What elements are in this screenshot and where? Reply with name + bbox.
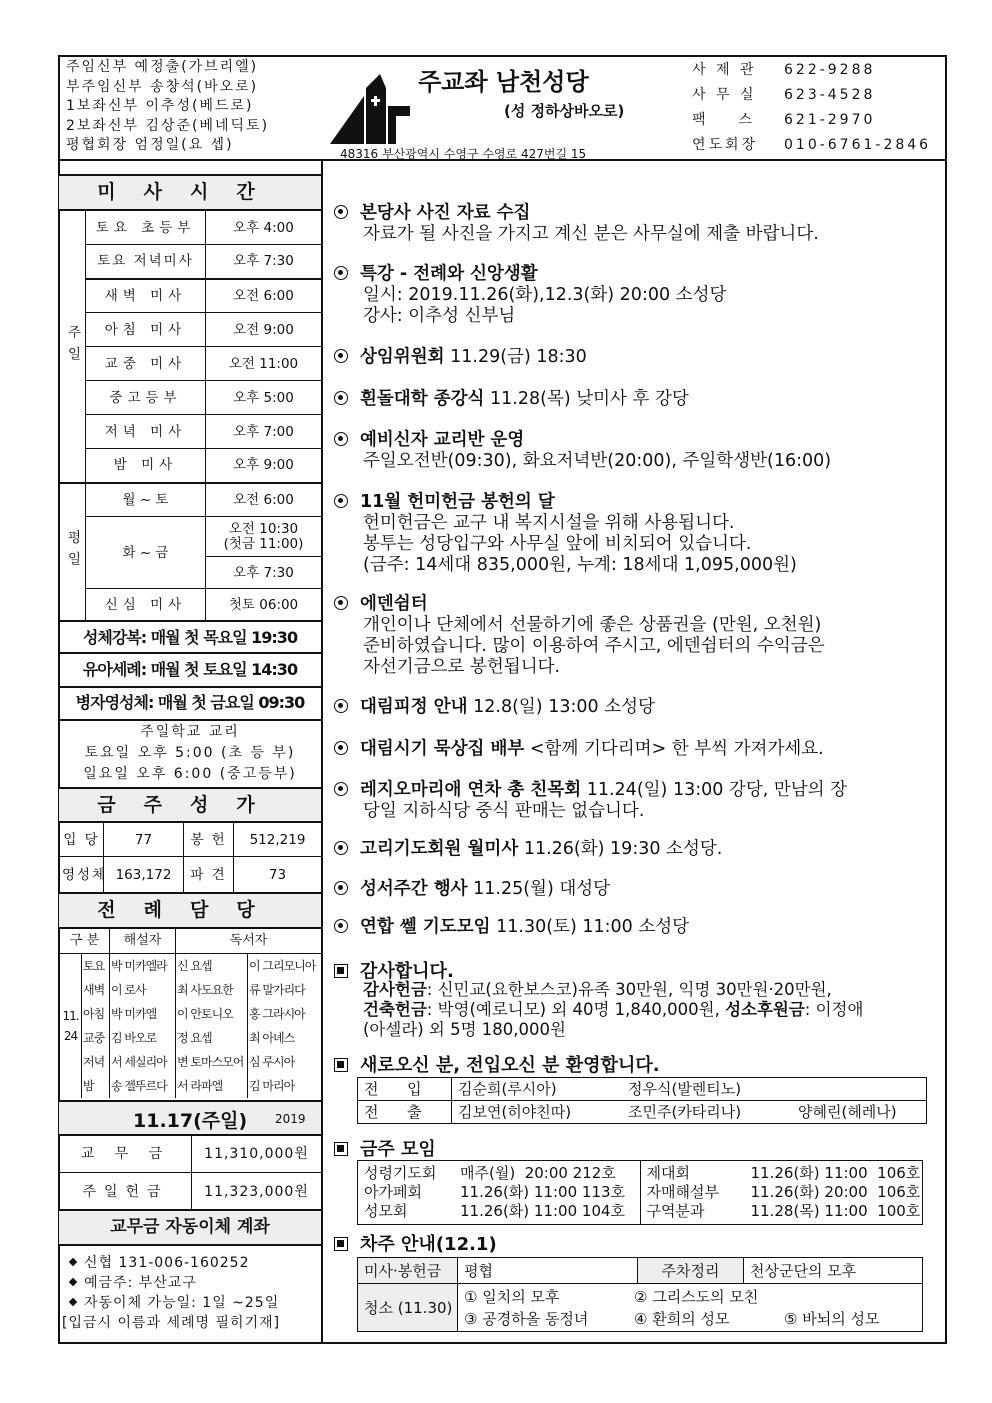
mass-time: 오후 9:00 — [206, 449, 322, 483]
liturgy-heading: 전례담당 — [59, 892, 321, 929]
notice-detail: 11.25(월) 대성당 — [473, 879, 611, 899]
notice-item — [334, 492, 934, 576]
hymn-label: 영성체 — [60, 857, 104, 894]
radio-bullet-icon — [334, 494, 348, 508]
meeting-name: 성령기도회 — [364, 1164, 437, 1182]
notice-item — [334, 917, 934, 938]
sunday-school-line: 일요일 오후 6:00 (중고등부) — [83, 766, 297, 782]
notice-header — [334, 739, 934, 760]
notice-detail: 12.8(일) 13:00 소성당 — [473, 697, 655, 717]
radio-bullet-icon — [334, 349, 348, 363]
notice-title: 예비신자 교리반 운영 — [360, 430, 525, 450]
notice-item — [334, 389, 934, 410]
phone-label: 연도회장 — [692, 137, 759, 153]
staff-member: 1보좌신부 이추성(베드로) — [66, 98, 254, 114]
radio-bullet-icon — [334, 391, 348, 405]
hymn-label: 입 당 — [60, 823, 104, 857]
notice-detail: 11.28(목) 낮미사 후 강당 — [490, 389, 689, 409]
radio-bullet-icon — [334, 841, 348, 855]
mass-time: 오전 11:00 — [206, 347, 322, 381]
radio-bullet-icon — [334, 881, 348, 895]
liturgy-header-row — [60, 929, 322, 954]
phone-list — [692, 58, 931, 158]
notice-header — [334, 389, 934, 410]
thanks-text: (아셀라) 외 5명 180,000원 — [363, 1020, 566, 1039]
notice-header — [334, 203, 934, 224]
phone-row — [692, 133, 931, 158]
mass-time-note: (첫금 11:00) — [223, 535, 304, 552]
cleaning-group: ⑤ 바뇌의 성모 — [784, 1309, 880, 1328]
square-bullet-icon — [334, 964, 348, 978]
liturgy-row — [60, 978, 322, 1002]
phone-row — [692, 58, 931, 83]
thanks-label: 감사헌금 — [363, 980, 427, 999]
offering-label: 미사·봉헌금 — [358, 1258, 458, 1284]
welcome-names — [452, 1101, 927, 1124]
mass-name: 신심 미사 — [86, 589, 206, 621]
mass-time: 오후 7:00 — [206, 415, 322, 449]
radio-bullet-icon — [334, 782, 348, 796]
mass-time — [206, 517, 322, 557]
welcome-row — [358, 1078, 927, 1101]
mass-name: 토요 초등부 — [86, 211, 206, 245]
reader: 서 라파엘 — [176, 1074, 248, 1098]
mass-row — [60, 415, 322, 449]
radio-bullet-icon — [334, 266, 348, 280]
cleaning-label: 청소 (11.30) — [358, 1284, 458, 1332]
liturgy-row — [60, 1074, 322, 1098]
mass-times-table — [59, 210, 322, 621]
commentator: 김 바오로 — [110, 1026, 176, 1050]
reader: 김 마리아 — [248, 1074, 322, 1098]
member-name: 김보연(히야친따) — [458, 1103, 572, 1121]
meeting-time: 11.26(화) 11:00 104호 — [460, 1202, 626, 1220]
mass-time: 오전 6:00 — [206, 483, 322, 517]
welcome-table — [357, 1077, 927, 1124]
account-note: [입금시 이름과 세례명 필히기재] — [62, 1315, 281, 1331]
category-header: 구 분 — [60, 929, 110, 954]
meeting-item — [364, 1164, 634, 1183]
diamond-bullet-icon — [69, 1298, 77, 1306]
notice-detail: 11.26(화) 19:30 소성당. — [523, 839, 723, 859]
notice-header — [334, 264, 934, 285]
meetings-table — [357, 1160, 923, 1225]
notice-item — [334, 594, 934, 678]
hymn-number: 163,172 — [104, 857, 184, 894]
notice-title: 레지오마리애 연차 총 친목회 — [360, 780, 582, 800]
liturgy-row — [60, 1050, 322, 1074]
notice-detail: 11.30(토) 11:00 소성당 — [496, 917, 690, 937]
mass-name: 새벽 미사 — [86, 279, 206, 313]
commentator: 이 로사 — [110, 978, 176, 1002]
meeting-name: 제대회 — [646, 1164, 690, 1182]
meetings-title: 금주 모임 — [360, 1139, 436, 1160]
reader: 홍 그라시아 — [248, 1002, 322, 1026]
mass-row — [60, 313, 322, 347]
meeting-item — [364, 1183, 634, 1202]
reader: 최 사도요한 — [176, 978, 248, 1002]
mass-time: 오전 9:00 — [206, 313, 322, 347]
welcome-title: 새로오신 분, 전입오신 분 환영합니다. — [360, 1055, 660, 1076]
notice-detail: 11.29(금) 18:30 — [450, 347, 587, 367]
next-week-title: 차주 안내(12.1) — [360, 1234, 497, 1255]
member-name: 양혜린(헤레나) — [798, 1103, 897, 1121]
square-bullet-icon — [334, 1142, 348, 1156]
notice-header — [334, 347, 934, 368]
mass-name: 화 ~ 금 — [86, 517, 206, 589]
notice-title: 대림시기 묵상집 배부 — [360, 739, 525, 759]
thanks-title: 감사합니다. — [360, 961, 454, 982]
finance-amount: 11,323,000원 — [192, 1173, 322, 1211]
liturgy-date: 11.24 — [60, 954, 82, 1098]
weekday-label: 평일 — [60, 483, 86, 621]
hymn-number: 73 — [234, 857, 322, 894]
meeting-time: 11.26(화) 11:00 113호 — [460, 1183, 626, 1201]
sunday-school-info — [59, 720, 321, 788]
service-name: 새벽 — [82, 978, 110, 1002]
mass-row — [60, 517, 322, 557]
phone-number: 622-9288 — [784, 62, 876, 78]
commentator-header: 해설자 — [110, 929, 176, 954]
cleaning-group: ② 그리스도의 모친 — [634, 1287, 759, 1306]
hymn-label: 봉 헌 — [184, 823, 234, 857]
welcome-label: 전 입 — [358, 1078, 452, 1101]
meeting-item — [646, 1183, 921, 1202]
notice-title: 연합 쎌 기도모임 — [360, 917, 491, 937]
square-bullet-icon — [334, 1237, 348, 1251]
phone-label: 사 무 실 — [692, 87, 757, 103]
service-name: 토요 — [82, 954, 110, 978]
commentator: 박 미카엘라 — [110, 954, 176, 978]
sunday-label: 주일 — [60, 211, 86, 483]
notice-title: 특강 - 전례와 신앙생활 — [360, 264, 538, 284]
commentator: 송 젤뚜르다 — [110, 1074, 176, 1098]
finance-heading — [59, 1100, 321, 1136]
meetings-right — [640, 1161, 923, 1225]
meeting-name: 아가페회 — [364, 1183, 422, 1201]
notice-item — [334, 739, 934, 760]
notice-item — [334, 697, 934, 718]
radio-bullet-icon — [334, 919, 348, 933]
meeting-item — [646, 1164, 921, 1183]
phone-row — [692, 83, 931, 108]
reader: 정 요셉 — [176, 1026, 248, 1050]
liturgy-row — [60, 1026, 322, 1050]
radio-bullet-icon — [334, 205, 348, 219]
welcome-names — [452, 1078, 927, 1101]
church-address: 48316 부산광역시 수영구 수영로 427번길 15 — [340, 147, 587, 161]
parking-value: 천상군단의 모후 — [744, 1258, 923, 1284]
liturgy-row — [60, 1002, 322, 1026]
notice-header — [334, 839, 934, 860]
church-title: 주교좌 남천성당 — [418, 68, 589, 96]
notice-title: 성서주간 행사 — [360, 879, 468, 899]
mass-row — [60, 211, 322, 245]
meeting-name: 자매해설부 — [646, 1183, 719, 1201]
thanks-text: : 박영(예로니모) 외 40명 1,840,000원, — [426, 1000, 726, 1019]
staff-member: 2보좌신부 김상준(베네딕토) — [66, 117, 270, 134]
notice-line: 준비하였습니다. 많이 이용하여 주시고, 에덴쉼터의 수익금은 — [363, 636, 825, 656]
mass-time: 오후 4:00 — [206, 211, 322, 245]
finance-year: 2019 — [275, 1112, 306, 1126]
thanks-label: 건축헌금 — [363, 1000, 427, 1019]
mass-row — [60, 589, 322, 621]
liturgy-row — [60, 954, 322, 978]
mass-times-heading: 미사시간 — [59, 174, 321, 211]
mass-name: 중고등부 — [86, 381, 206, 415]
notice-line: 주일오전반(09:30), 화요저녁반(20:00), 주일학생반(16:00) — [363, 451, 832, 471]
notice-header — [334, 879, 934, 900]
account-text: 신협 131-006-160252 — [84, 1255, 250, 1271]
hymn-table — [59, 822, 322, 894]
sunday-school-line: 토요일 오후 5:00 (초 등 부) — [84, 745, 296, 761]
reader-header: 독서자 — [176, 929, 322, 954]
staff-member: 평협회장 엄정일(요 셉) — [66, 137, 234, 153]
notice-item — [334, 839, 934, 860]
radio-bullet-icon — [334, 699, 348, 713]
reader: 류 말가리다 — [248, 978, 322, 1002]
reader: 변 토마스모어 — [176, 1050, 248, 1074]
service-name: 저녁 — [82, 1050, 110, 1074]
notice-title: 고리기도회원 월미사 — [360, 839, 519, 859]
account-line — [66, 1273, 280, 1293]
cleaning-group: ③ 공경하올 동정녀 — [464, 1309, 589, 1328]
radio-bullet-icon — [334, 432, 348, 446]
welcome-row — [358, 1101, 927, 1124]
welcome-heading — [334, 1051, 660, 1077]
mass-row — [60, 279, 322, 313]
mass-name: 밤 미사 — [86, 449, 206, 483]
radio-bullet-icon — [334, 596, 348, 610]
notice-title: 에덴쉼터 — [360, 594, 428, 614]
notice-title: 상임위원회 — [360, 347, 445, 367]
cleaning-group: ① 일치의 모후 — [464, 1287, 560, 1306]
mass-name: 토요 저녁미사 — [86, 245, 206, 279]
thanks-text: : 이정애 — [804, 1000, 864, 1019]
finance-label: 주일헌금 — [60, 1173, 192, 1211]
hymn-row — [60, 823, 322, 857]
notice-item — [334, 879, 934, 900]
notice-item — [334, 347, 934, 368]
member-name: 조민주(카타리나) — [628, 1103, 742, 1121]
notice-header — [334, 917, 934, 938]
mass-time-main: 오전 10:30 — [228, 520, 299, 537]
account-line — [66, 1253, 280, 1273]
square-bullet-icon — [334, 1058, 348, 1072]
mass-time: 오후 5:00 — [206, 381, 322, 415]
church-logo — [330, 66, 412, 146]
meeting-name: 성모회 — [364, 1202, 408, 1220]
welcome-label: 전 출 — [358, 1101, 452, 1124]
phone-number: 010-6761-2846 — [784, 137, 932, 153]
service-name: 아침 — [82, 1002, 110, 1026]
finance-table — [59, 1135, 322, 1211]
notice-item — [334, 780, 934, 822]
notice-header — [334, 492, 934, 513]
mass-time: 첫토 06:00 — [206, 589, 322, 621]
auto-transfer-heading: 교무금 자동이체 계좌 — [59, 1209, 321, 1246]
commentator: 박 미카엘 — [110, 1002, 176, 1026]
hymn-number: 77 — [104, 823, 184, 857]
notice-item — [334, 203, 934, 245]
diamond-bullet-icon — [69, 1258, 77, 1266]
reader: 최 아녜스 — [248, 1026, 322, 1050]
account-text: 자동이체 가능일: 1일 ~25일 — [84, 1295, 280, 1311]
finance-label: 교 무 금 — [60, 1136, 192, 1173]
notice-header — [334, 594, 934, 615]
auto-transfer-info — [62, 1253, 281, 1333]
notice-detail: 11.24(일) 13:00 강당, 만남의 장 — [586, 780, 848, 800]
meeting-time: 매주(월) 20:00 212호 — [460, 1164, 616, 1182]
church-subtitle: (성 정하상바오로) — [504, 102, 625, 120]
notice-header — [334, 430, 934, 451]
notice-item — [334, 430, 934, 472]
cleaning-group: ④ 환희의 성모 — [634, 1309, 730, 1328]
notice-title: 대림피정 안내 — [360, 697, 468, 717]
staff-list — [66, 58, 269, 156]
sacrament-schedule: 유아세례: 매월 첫 토요일 14:30 — [59, 654, 321, 688]
offering-value: 평협 — [458, 1258, 638, 1284]
notice-line: 개인이나 단체에서 선물하기에 좋은 상품권을 (만원, 오천원) — [363, 615, 822, 635]
meetings-heading — [334, 1135, 436, 1161]
sunday-school-line: 주일학교 교리 — [140, 724, 240, 740]
mass-time: 오후 7:30 — [206, 245, 322, 279]
thanks-text: : 신민교(요한보스코)유족 30만원, 익명 30만원·20만원, — [426, 980, 832, 999]
phone-number: 621-2970 — [784, 112, 876, 128]
notice-line: 일시: 2019.11.26(화),12.3(화) 20:00 소성당 — [363, 285, 727, 305]
reader: 이 안토니오 — [176, 1002, 248, 1026]
next-week-heading — [334, 1230, 497, 1256]
next-week-table — [357, 1257, 923, 1332]
commentator: 서 세실리아 — [110, 1050, 176, 1074]
notice-line: 자선기금으로 봉헌됩니다. — [363, 657, 561, 677]
diamond-bullet-icon — [69, 1278, 77, 1286]
mass-name: 저녁 미사 — [86, 415, 206, 449]
meetings-left — [358, 1161, 641, 1225]
hymn-label: 파 견 — [184, 857, 234, 894]
mass-row — [60, 245, 322, 279]
thanks-label: 성소후원금 — [725, 1000, 805, 1019]
sacrament-schedule: 성체강복: 매월 첫 목요일 19:30 — [59, 620, 321, 654]
notice-line: 강사: 이추성 신부님 — [363, 306, 516, 326]
finance-date: 11.17(주일) — [133, 1110, 248, 1132]
mass-row — [60, 483, 322, 517]
meeting-item — [364, 1202, 634, 1221]
sacrament-schedule: 병자영성체: 매월 첫 금요일 09:30 — [59, 687, 321, 721]
mass-time: 오전 6:00 — [206, 279, 322, 313]
mass-row — [60, 449, 322, 483]
radio-bullet-icon — [334, 741, 348, 755]
thanks-body — [363, 980, 863, 1040]
notice-header — [334, 697, 934, 718]
staff-member: 주임신부 예정출(가브리엘) — [66, 59, 259, 75]
phone-number: 623-4528 — [784, 87, 876, 103]
staff-member: 부주임신부 송창석(바오로) — [66, 78, 259, 95]
mass-name: 교중 미사 — [86, 347, 206, 381]
meeting-time: 11.26(화) 11:00 106호 — [750, 1164, 921, 1182]
member-name: 김순희(루시아) — [458, 1080, 557, 1098]
reader: 이 그리모니아 — [248, 954, 322, 978]
reader: 신 요셉 — [176, 954, 248, 978]
meeting-name: 구역분과 — [646, 1202, 705, 1220]
phone-label: 사 제 관 — [692, 62, 757, 78]
notice-line: 당일 지하식당 중식 판매는 없습니다. — [363, 801, 645, 821]
mass-name: 아침 미사 — [86, 313, 206, 347]
mass-time: 오후 7:30 — [206, 557, 322, 589]
mass-row — [60, 347, 322, 381]
mass-name: 월 ~ 토 — [86, 483, 206, 517]
notice-line: 봉투는 성당입구와 사무실 앞에 비치되어 있습니다. — [363, 534, 752, 554]
finance-row — [60, 1136, 322, 1173]
meeting-time: 11.26(화) 20:00 106호 — [750, 1183, 921, 1201]
notice-line: (금주: 14세대 835,000원, 누계: 18세대 1,095,000원) — [363, 555, 797, 575]
meetings-row — [358, 1161, 923, 1225]
finance-row — [60, 1173, 322, 1211]
notice-title: 본당사 사진 자료 수집 — [360, 203, 531, 223]
notice-title: 흰돌대학 종강식 — [360, 389, 485, 409]
finance-amount: 11,310,000원 — [192, 1136, 322, 1173]
member-name: 정우식(발렌티노) — [628, 1080, 742, 1098]
reader: 심 루시아 — [248, 1050, 322, 1074]
mass-row — [60, 381, 322, 415]
notice-item — [334, 264, 934, 327]
liturgy-table — [59, 928, 322, 1098]
meeting-time: 11.28(목) 11:00 100호 — [750, 1202, 921, 1220]
service-name: 교중 — [82, 1026, 110, 1050]
notice-header — [334, 780, 934, 801]
phone-label: 팩 스 — [692, 112, 755, 128]
hymn-row — [60, 857, 322, 894]
cleaning-groups — [458, 1284, 923, 1332]
account-text: 예금주: 부산교구 — [84, 1275, 197, 1291]
service-name: 밤 — [82, 1074, 110, 1098]
notice-line: 헌미헌금은 교구 내 복지시설을 위해 사용됩니다. — [363, 513, 735, 533]
account-line — [66, 1293, 280, 1313]
meeting-item — [646, 1202, 921, 1221]
notice-line: 자료가 될 사진을 가지고 계신 분은 사무실에 제출 바랍니다. — [363, 224, 819, 244]
hymn-heading: 금주성가 — [59, 787, 321, 823]
notice-title: 11월 헌미헌금 봉헌의 달 — [360, 492, 555, 512]
notice-detail: <함께 기다리며> 한 부씩 가져가세요. — [529, 739, 824, 759]
phone-row — [692, 108, 931, 133]
hymn-number: 512,219 — [234, 823, 322, 857]
parking-label: 주차정리 — [638, 1258, 744, 1284]
